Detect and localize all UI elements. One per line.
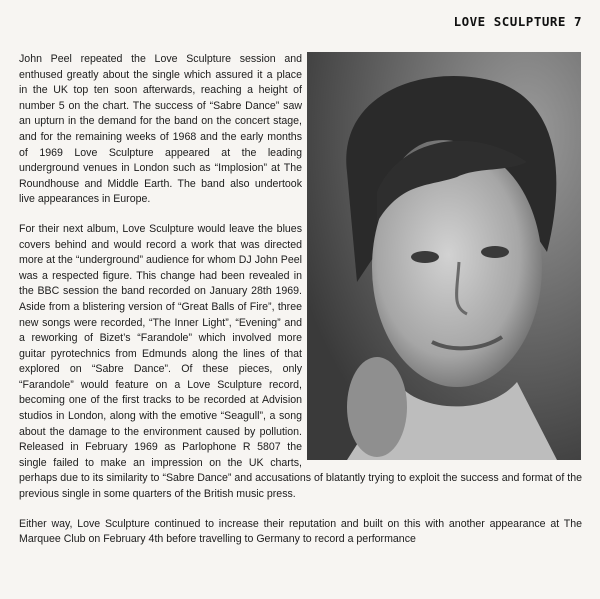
page-header: LOVE SCULPTURE 7 — [453, 14, 582, 29]
paragraph-1: John Peel repeated the Love Sculpture session and enthused greatly about the single which assured it a place in the UK top ten soon afterwards, reaching a height of number 5 on the chart. The success of “Sabre Dance” saw an upturn in the demand for the band on the concert stage, and for the remaining weeks of 1968 and the early months of 1969 Love Sculpture appeared at the leading underground venues in London such as “Implosion” at The Roundhouse and Middle Earth. The band also undertook live appearances in Europe. — [19, 53, 302, 206]
paragraph-3: Either way, Love Sculpture continued to increase their reputation and built on this with another appearance at The Marquee Club on February 4th before travelling to Germany to record a performance — [19, 517, 582, 546]
paragraph-2: For their next album, Love Sculpture would leave the blues covers behind and would record a work that was directed more at the “underground” audience for whom DJ John Peel was a respected figure. This change had been revealed in the BBC session the band recorded on January 28th 1969. Aside from a blistering version of “Great Balls of Fire”, three new songs were recorded, “The Inner Light”, “Evening” and a reworking of Bizet’s “Farandole” which involved more guitar pyrotechnics from Edmunds along the lines of that explored on “Sabre Dance”. Of these pieces, only “Farandole” would feature on a Love Sculpture record, becoming one of the first tracks to be recorded at Advision studios in London, along with the emotive “Seagull”, a song about the damage to the environment caused by pollution. Released in February 1969 as Parlophone R 5807 the single failed to make an impression on the UK charts, perhaps due to its similarity to “Sabre Dance” and accusations of blatantly trying to exploit the success and format of the previous single in some quarters of the British music press. — [19, 222, 582, 501]
article-body — [19, 52, 582, 562]
photo-spacer — [302, 52, 582, 462]
